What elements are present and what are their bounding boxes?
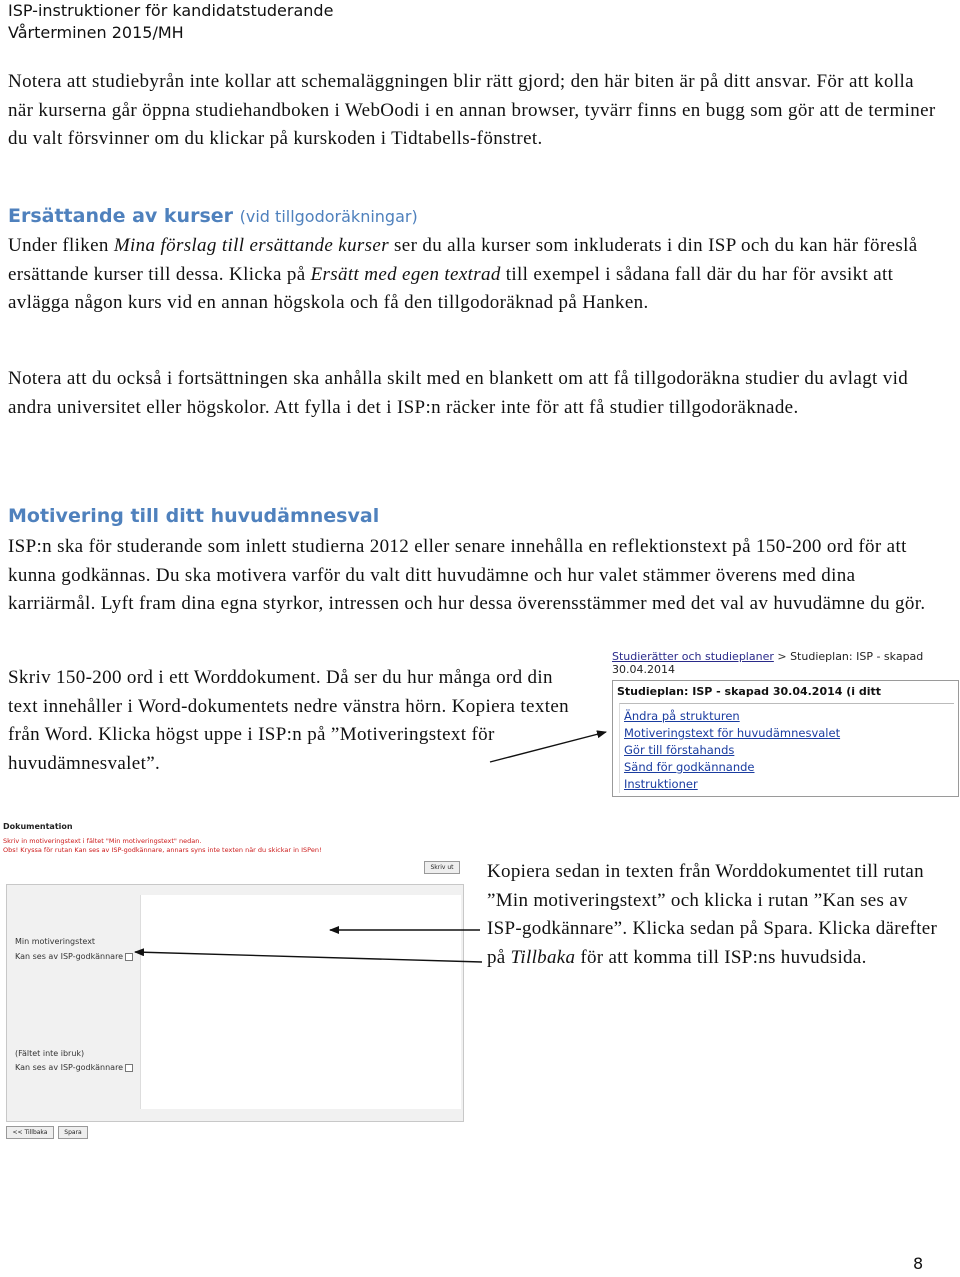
paragraph-word-instructions: Skriv 150-200 ord i ett Worddokument. Då ser du hur många ord din text innehåller i Word-dokumentets nedre vänstra hörn. Kopiera texten från Word. Klicka högst uppe i ISP:n på ”Motiveringstext för huvudämnesvalet”. (8, 667, 569, 774)
text-run: till exempel i sådana fall där du har för avsikt att avlägga någon kurs vid en annan högskola och få den tillgodoräknad på Hanken. (8, 263, 894, 313)
link-instructions[interactable]: Instruktioner (624, 777, 698, 791)
text-run-italic: Ersätt med egen textrad (310, 263, 501, 285)
paragraph-motivation-requirement: ISP:n ska för studerande som inlett studierna 2012 eller senare innehålla en reflektionstext på 150-200 ord för att kunna godkännas. Du ska motivera varför du valt ditt huvudämne och hur valet stämmer överens med dina karriärmål. Lyft fram dina egna styrkor, intressen och hur dessa överensstämmer med det val av huvudämne du gör. (8, 536, 926, 614)
link-send-for-approval[interactable]: Sänd för godkännande (624, 760, 755, 774)
label-field-unused: (Fältet inte ibruk) (15, 1049, 85, 1058)
breadcrumb-current: Studieplan: ISP - skapad 30.04.2014 (612, 650, 924, 676)
page-number: 8 (913, 1254, 924, 1273)
back-button[interactable]: << Tillbaka (6, 1126, 54, 1139)
link-motivation-text[interactable]: Motiveringstext för huvudämnesvalet (624, 726, 841, 740)
header-term: Vårterminen 2015/MH (8, 23, 184, 42)
text-run-italic: Tillbaka (510, 947, 576, 969)
breadcrumb-link[interactable]: Studierätter och studieplaner (612, 650, 774, 663)
text-run: Kopiera sedan in texten från Worddokumentet till rutan ”Min motiveringstext” och klicka i rutan ”Kan ses av ISP-godkännare”. Klicka sedan på Spara. Klicka därefter på (487, 861, 938, 969)
label-visible-to-approver: Kan ses av ISP-godkännare (15, 952, 124, 961)
print-button[interactable]: Skriv ut (424, 861, 460, 874)
link-make-primary[interactable]: Gör till förstahands (624, 743, 735, 757)
heading-main: Ersättande av kurser (8, 205, 234, 227)
save-button[interactable]: Spara (58, 1126, 88, 1139)
doc-note-line: Obs! Kryssa för rutan Kan ses av ISP-godkännare, annars syns inte texten när du skickar in ISPen! (3, 846, 322, 854)
arrow-to-motivation-link (490, 732, 606, 762)
paragraph-credit-transfer-note: Notera att du också i fortsättningen ska anhålla skilt med en blankett om att få tillgodoräkna studier du avlagt vid andra universitet eller högskolor. Att fylla i det i ISP:n räcker inte för att få studier tillgodoräknade. (8, 368, 909, 418)
text-run: för att komma till ISP:ns huvudsida. (575, 947, 867, 969)
paragraph-schedule-note: Notera att studiebyrån inte kollar att schemaläggningen blir rätt gjord; den här biten är på ditt ansvar. För att kolla när kurserna går öppna studiehandboken i WebOodi i en annan browser, tyvärr finns en bugg som gör att de terminer du valt försvinner om du klickar på kurskoden i Tidtabells-fönstret. (8, 71, 936, 149)
doc-title: Dokumentation (3, 822, 73, 831)
label-visible-to-approver-2: Kan ses av ISP-godkännare (15, 1063, 124, 1072)
label-motivation: Min motiveringstext (15, 937, 96, 946)
link-change-structure[interactable]: Ändra på strukturen (624, 709, 740, 723)
studyplan-title: Studieplan: ISP - skapad 30.04.2014 (i ditt (617, 685, 882, 698)
text-run: Under fliken (8, 235, 114, 256)
arrow-to-approver-checkbox (135, 952, 482, 962)
breadcrumb-separator: > (777, 650, 787, 663)
heading-sub: (vid tillgodoräkningar) (239, 207, 418, 226)
text-run-italic: Mina förslag till ersättande kurser (113, 235, 389, 256)
header-title: ISP-instruktioner för kandidatstuderande (8, 1, 334, 20)
doc-note-line: Skriv in motiveringstext i fältet "Min motiveringstext" nedan. (3, 837, 202, 845)
text-run: ser du alla kurser som inkluderats i din ISP och du kan här föreslå ersättande kurser till dessa. Klicka på (8, 235, 918, 285)
section-heading-motivation: Motivering till ditt huvudämnesval (8, 505, 380, 527)
